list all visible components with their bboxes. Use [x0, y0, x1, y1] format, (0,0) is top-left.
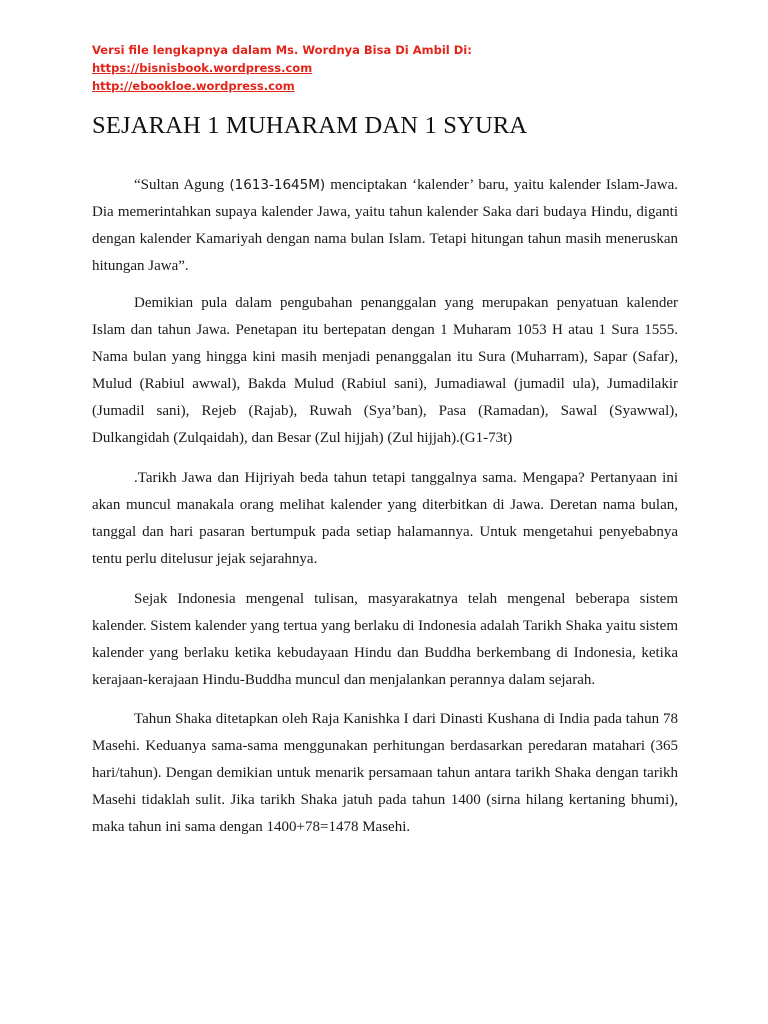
document-title: SEJARAH 1 MUHARAM DAN 1 SYURA: [92, 112, 528, 139]
paragraph-5: Tahun Shaka ditetapkan oleh Raja Kanishka I dari Dinasti Kushana di India pada tahun 78 Masehi. Keduanya sama-sama menggunakan perhitungan berdasarkan peredaran matahari (365 hari/tahun). Dengan demikian untuk menarik persamaan tahun antara tarikh Shaka dengan tarikh Masehi tidaklah sulit. Jika tarikh Shaka jatuh pada tahun 1400 (sirna hilang kertaning bhumi), maka tahun ini sama dengan 1400+78=1478 Masehi.: [92, 711, 678, 835]
paragraph-1-start: “Sultan Agung: [134, 177, 230, 193]
paragraph-1: [92, 172, 678, 280]
paragraph-3: .Tarikh Jawa dan Hijriyah beda tahun tetapi tanggalnya sama. Mengapa? Pertanyaan ini akan muncul manakala orang melihat kalender yang diterbitkan di Jawa. Deretan nama bulan, tanggal dan hari pasaran bertumpuk pada setiap halamannya. Untuk mengetahui penyebabnya tentu perlu ditelusur jejak sejarahnya.: [92, 470, 678, 567]
paragraph-2: Demikian pula dalam pengubahan penanggalan yang merupakan penyatuan kalender Islam dan tahun Jawa. Penetapan itu bertepatan dengan 1 Muharam 1053 H atau 1 Sura 1555. Nama bulan yang hingga kini masih menjadi penanggalan itu Sura (Muharram), Sapar (Safar), Mulud (Rabiul awwal), Bakda Mulud (Rabiul sani), Jumadiawal (jumadil ula), Jumadilakir (Jumadil sani), Rejeb (Rajab), Ruwah (Sya’ban), Pasa (Ramadan), Sawal (Syawwal), Dulkangidah (Zulqaidah), dan Besar (Zul hijjah) (Zul hijjah).(G1-73t): [92, 295, 678, 446]
link-bisnisbook[interactable]: https://bisnisbook.wordpress.com: [92, 61, 313, 75]
download-notice: Versi file lengkapnya dalam Ms. Wordnya Bisa Di Ambil Di:: [92, 43, 472, 57]
paragraph-1-years: (1613-1645M): [229, 177, 326, 193]
link-ebookloe[interactable]: http://ebookloe.wordpress.com: [92, 79, 295, 93]
paragraph-4: Sejak Indonesia mengenal tulisan, masyarakatnya telah mengenal beberapa sistem kalender. Sistem kalender yang tertua yang berlaku di Indonesia adalah Tarikh Shaka yaitu sistem kalender yang berlaku ketika kebudayaan Hindu dan Buddha berkembang di Indonesia, ketika kerajaan-kerajaan Hindu-Buddha muncul dan menjalankan perannya dalam sejarah.: [92, 591, 678, 688]
paragraph-1-rest: menciptakan ‘kalender’ baru, yaitu kalender Islam-Jawa. Dia memerintahkan supaya kalender Jawa, yaitu tahun kalender Saka dari budaya Hindu, diganti dengan kalender Kamariyah dengan nama bulan Islam. Tetapi hitungan tahun masih meneruskan hitungan Jawa”.: [92, 177, 678, 274]
